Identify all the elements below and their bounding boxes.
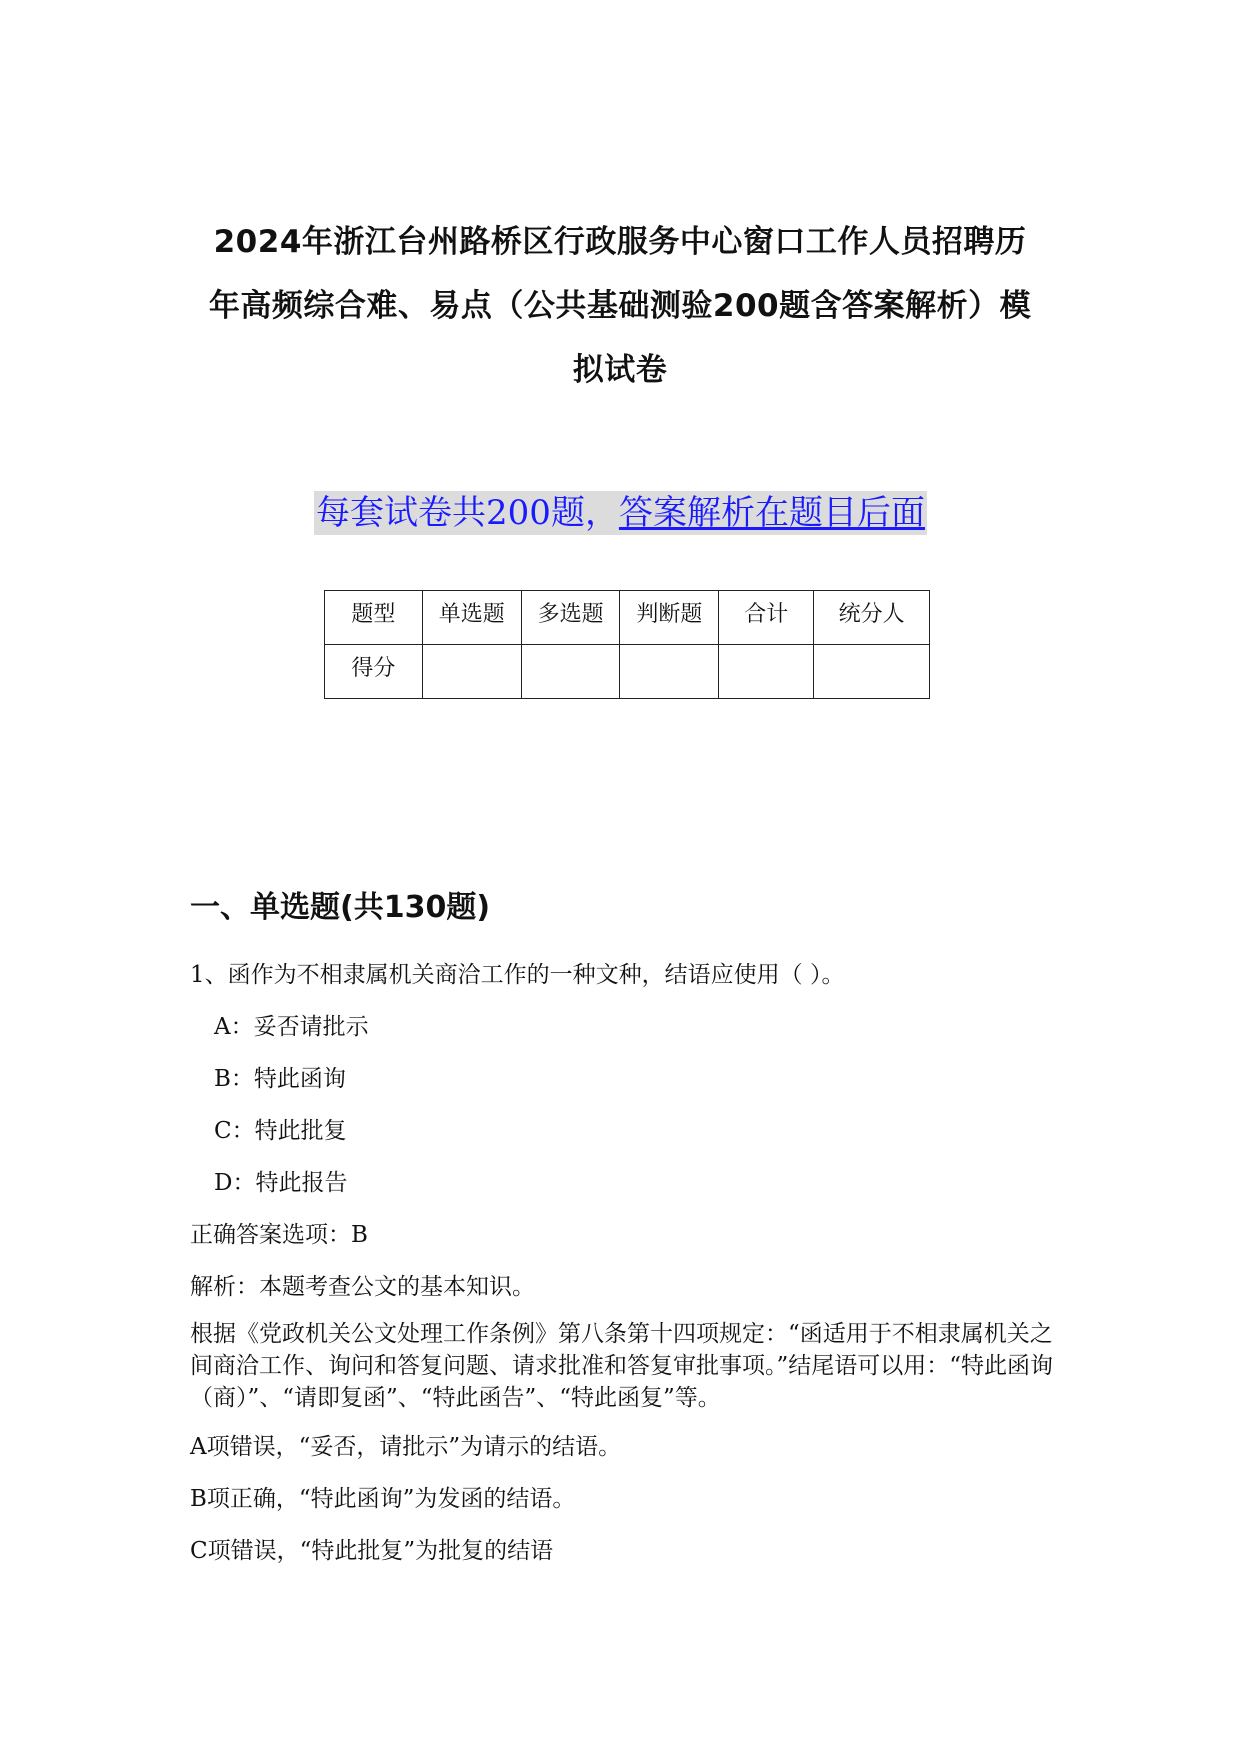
header-cell-single: 单选题 <box>422 591 521 645</box>
score-table <box>324 590 930 699</box>
header-cell-total: 合计 <box>719 591 814 645</box>
option-c-note: C项错误，“特此批复”为批复的结语 <box>190 1538 554 1564</box>
score-table-header-row <box>325 591 930 645</box>
score-cell-single[interactable] <box>422 645 521 699</box>
analysis-explanation: 根据《党政机关公文处理工作条例》第八条第十四项规定：“函适用于不相隶属机关之间商洽工作、询问和答复问题、请求批准和答复审批事项。”结尾语可以用：“特此函询（商）”、“请即复函”、“特此函告”、“特此函复”等。 <box>190 1321 1054 1411</box>
option-c: C：特此批复 <box>214 1118 347 1144</box>
header-cell-type: 题型 <box>325 591 423 645</box>
option-b-note: B项正确，“特此函询”为发函的结语。 <box>190 1486 576 1512</box>
section-heading: 一、单选题(共130题) <box>190 890 491 925</box>
header-cell-judge: 判断题 <box>620 591 719 645</box>
score-cell-scorer[interactable] <box>814 645 930 699</box>
score-cell-judge[interactable] <box>620 645 719 699</box>
option-a: A：妥否请批示 <box>214 1014 369 1040</box>
title-line-2: 年高频综合难、易点（公共基础测验200题含答案解析）模 <box>208 288 1032 324</box>
header-cell-scorer: 统分人 <box>814 591 930 645</box>
score-cell-total[interactable] <box>719 645 814 699</box>
document-title <box>180 210 1060 402</box>
score-table-score-row <box>325 645 930 699</box>
option-b: B：特此函询 <box>214 1066 346 1092</box>
correct-answer: 正确答案选项：B <box>190 1222 368 1248</box>
score-cell-multi[interactable] <box>521 645 620 699</box>
option-d: D：特此报告 <box>214 1170 348 1196</box>
title-line-3: 拟试卷 <box>572 352 668 388</box>
header-cell-multi: 多选题 <box>521 591 620 645</box>
question-stem: 1、函作为不相隶属机关商洽工作的一种文种，结语应使用（ ）。 <box>190 962 845 988</box>
info-banner <box>314 491 927 535</box>
banner-row <box>0 491 1241 535</box>
analysis-intro: 解析：本题考查公文的基本知识。 <box>190 1274 535 1300</box>
score-row-label: 得分 <box>325 645 423 699</box>
answer-location-link[interactable]: 答案解析在题目后面 <box>618 493 925 533</box>
banner-text: 每套试卷共200题， <box>316 493 619 533</box>
option-a-note: A项错误，“妥否，请批示”为请示的结语。 <box>190 1434 622 1460</box>
title-line-1: 2024年浙江台州路桥区行政服务中心窗口工作人员招聘历 <box>213 224 1027 260</box>
question-block <box>190 958 1060 1586</box>
